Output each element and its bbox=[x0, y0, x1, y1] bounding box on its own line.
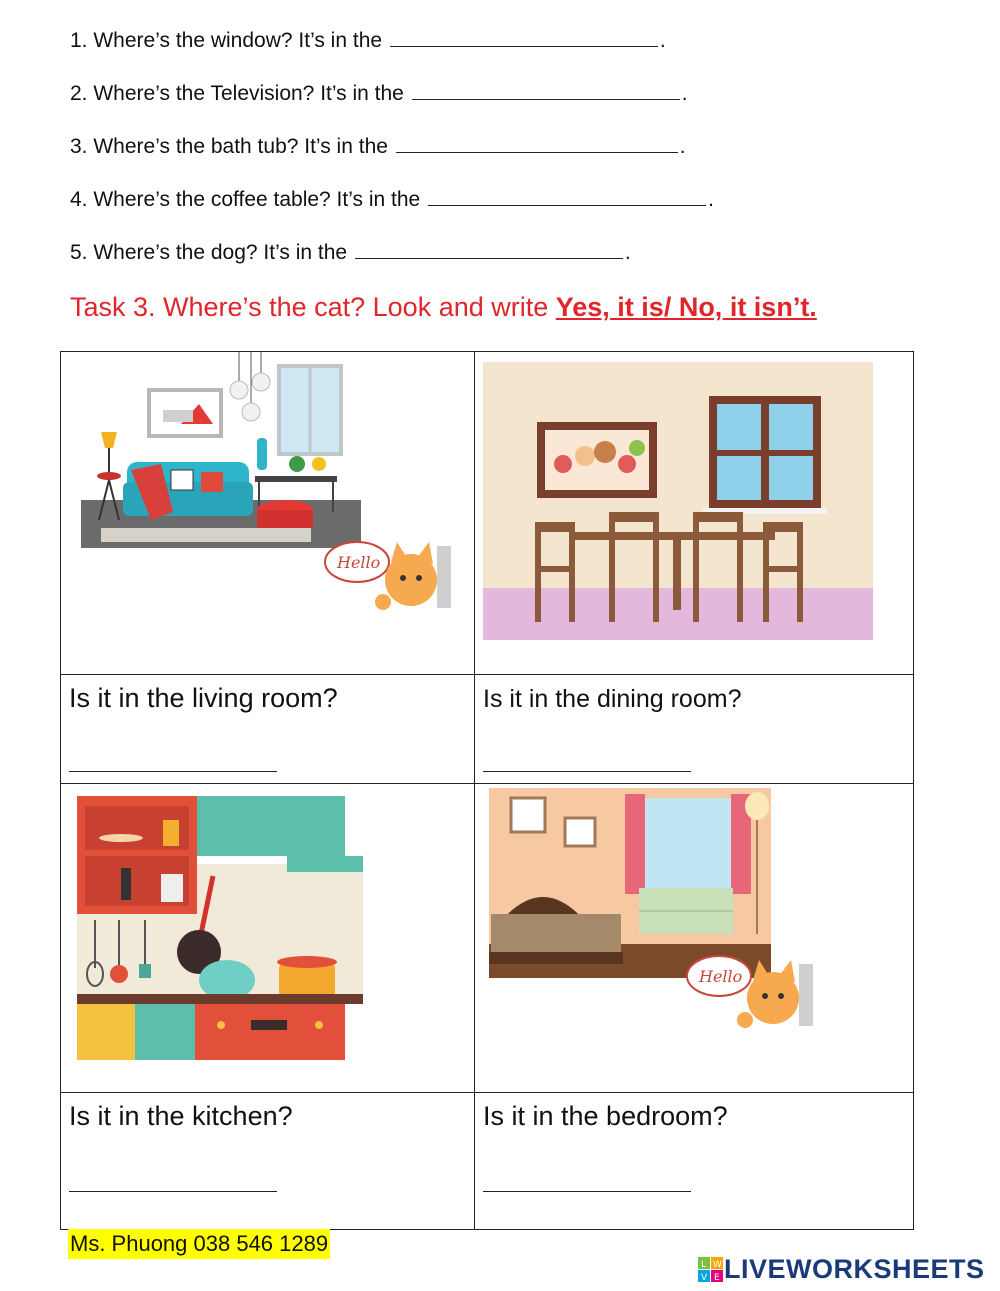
question-1-text: 1. Where’s the window? It’s in the bbox=[70, 29, 383, 52]
svg-text:W: W bbox=[713, 1259, 722, 1270]
question-5-end: . bbox=[624, 241, 631, 264]
question-5 bbox=[70, 240, 631, 265]
answer-line-living-room[interactable] bbox=[69, 771, 277, 772]
answer-blank-3[interactable] bbox=[396, 134, 678, 153]
cell-living-room-question bbox=[61, 675, 475, 784]
task-3-emphasis: Yes, it is/ No, it isn’t. bbox=[555, 292, 817, 322]
bedroom-illustration bbox=[475, 784, 913, 1092]
question-living-room: Is it in the living room? bbox=[69, 683, 338, 713]
hello-text-1: Hello bbox=[337, 553, 381, 572]
cell-kitchen-question bbox=[61, 1093, 475, 1230]
kitchen-illustration bbox=[61, 784, 474, 1092]
answer-line-bedroom[interactable] bbox=[483, 1191, 691, 1192]
teacher-contact: Ms. Phuong 038 546 1289 bbox=[68, 1229, 330, 1259]
question-3-text: 3. Where’s the bath tub? It’s in the bbox=[70, 135, 388, 158]
question-bedroom: Is it in the bedroom? bbox=[483, 1101, 728, 1131]
answer-blank-5[interactable] bbox=[355, 240, 623, 259]
answer-blank-1[interactable] bbox=[390, 28, 658, 47]
question-1-end: . bbox=[659, 29, 666, 52]
svg-text:V: V bbox=[701, 1272, 708, 1283]
question-4-text: 4. Where’s the coffee table? It’s in the bbox=[70, 188, 421, 211]
task-3-heading bbox=[70, 292, 817, 323]
svg-text:L: L bbox=[701, 1259, 707, 1270]
answer-line-kitchen[interactable] bbox=[69, 1191, 277, 1192]
question-3 bbox=[70, 134, 686, 159]
svg-text:E: E bbox=[714, 1272, 720, 1283]
question-5-text: 5. Where’s the dog? It’s in the bbox=[70, 241, 348, 264]
hello-text-2: Hello bbox=[699, 967, 743, 986]
question-1 bbox=[70, 28, 666, 53]
cell-living-room-picture bbox=[61, 352, 475, 675]
question-2-end: . bbox=[681, 82, 688, 105]
question-2-text: 2. Where’s the Television? It’s in the bbox=[70, 82, 404, 105]
cell-dining-room-picture bbox=[475, 352, 914, 675]
living-room-illustration bbox=[61, 352, 474, 674]
question-3-end: . bbox=[679, 135, 686, 158]
cell-bedroom-picture bbox=[475, 784, 914, 1093]
answer-blank-4[interactable] bbox=[428, 187, 706, 206]
answer-blank-2[interactable] bbox=[412, 81, 680, 100]
logo-text: LIVEWORKSHEETS bbox=[724, 1254, 985, 1284]
task-3-table bbox=[60, 351, 914, 1230]
question-4 bbox=[70, 187, 714, 212]
cell-bedroom-question bbox=[475, 1093, 914, 1230]
logo-tiles-icon bbox=[698, 1257, 724, 1283]
liveworksheets-logo bbox=[698, 1254, 985, 1285]
question-4-end: . bbox=[708, 188, 714, 211]
question-2 bbox=[70, 81, 688, 106]
task-3-prefix: Task 3. Where’s the cat? Look and write bbox=[70, 292, 556, 322]
cell-dining-room-question bbox=[475, 675, 914, 784]
question-kitchen: Is it in the kitchen? bbox=[69, 1101, 293, 1131]
answer-line-dining-room[interactable] bbox=[483, 771, 691, 772]
question-dining-room: Is it in the dining room? bbox=[483, 685, 742, 713]
cell-kitchen-picture bbox=[61, 784, 475, 1093]
dining-room-illustration bbox=[475, 352, 913, 674]
